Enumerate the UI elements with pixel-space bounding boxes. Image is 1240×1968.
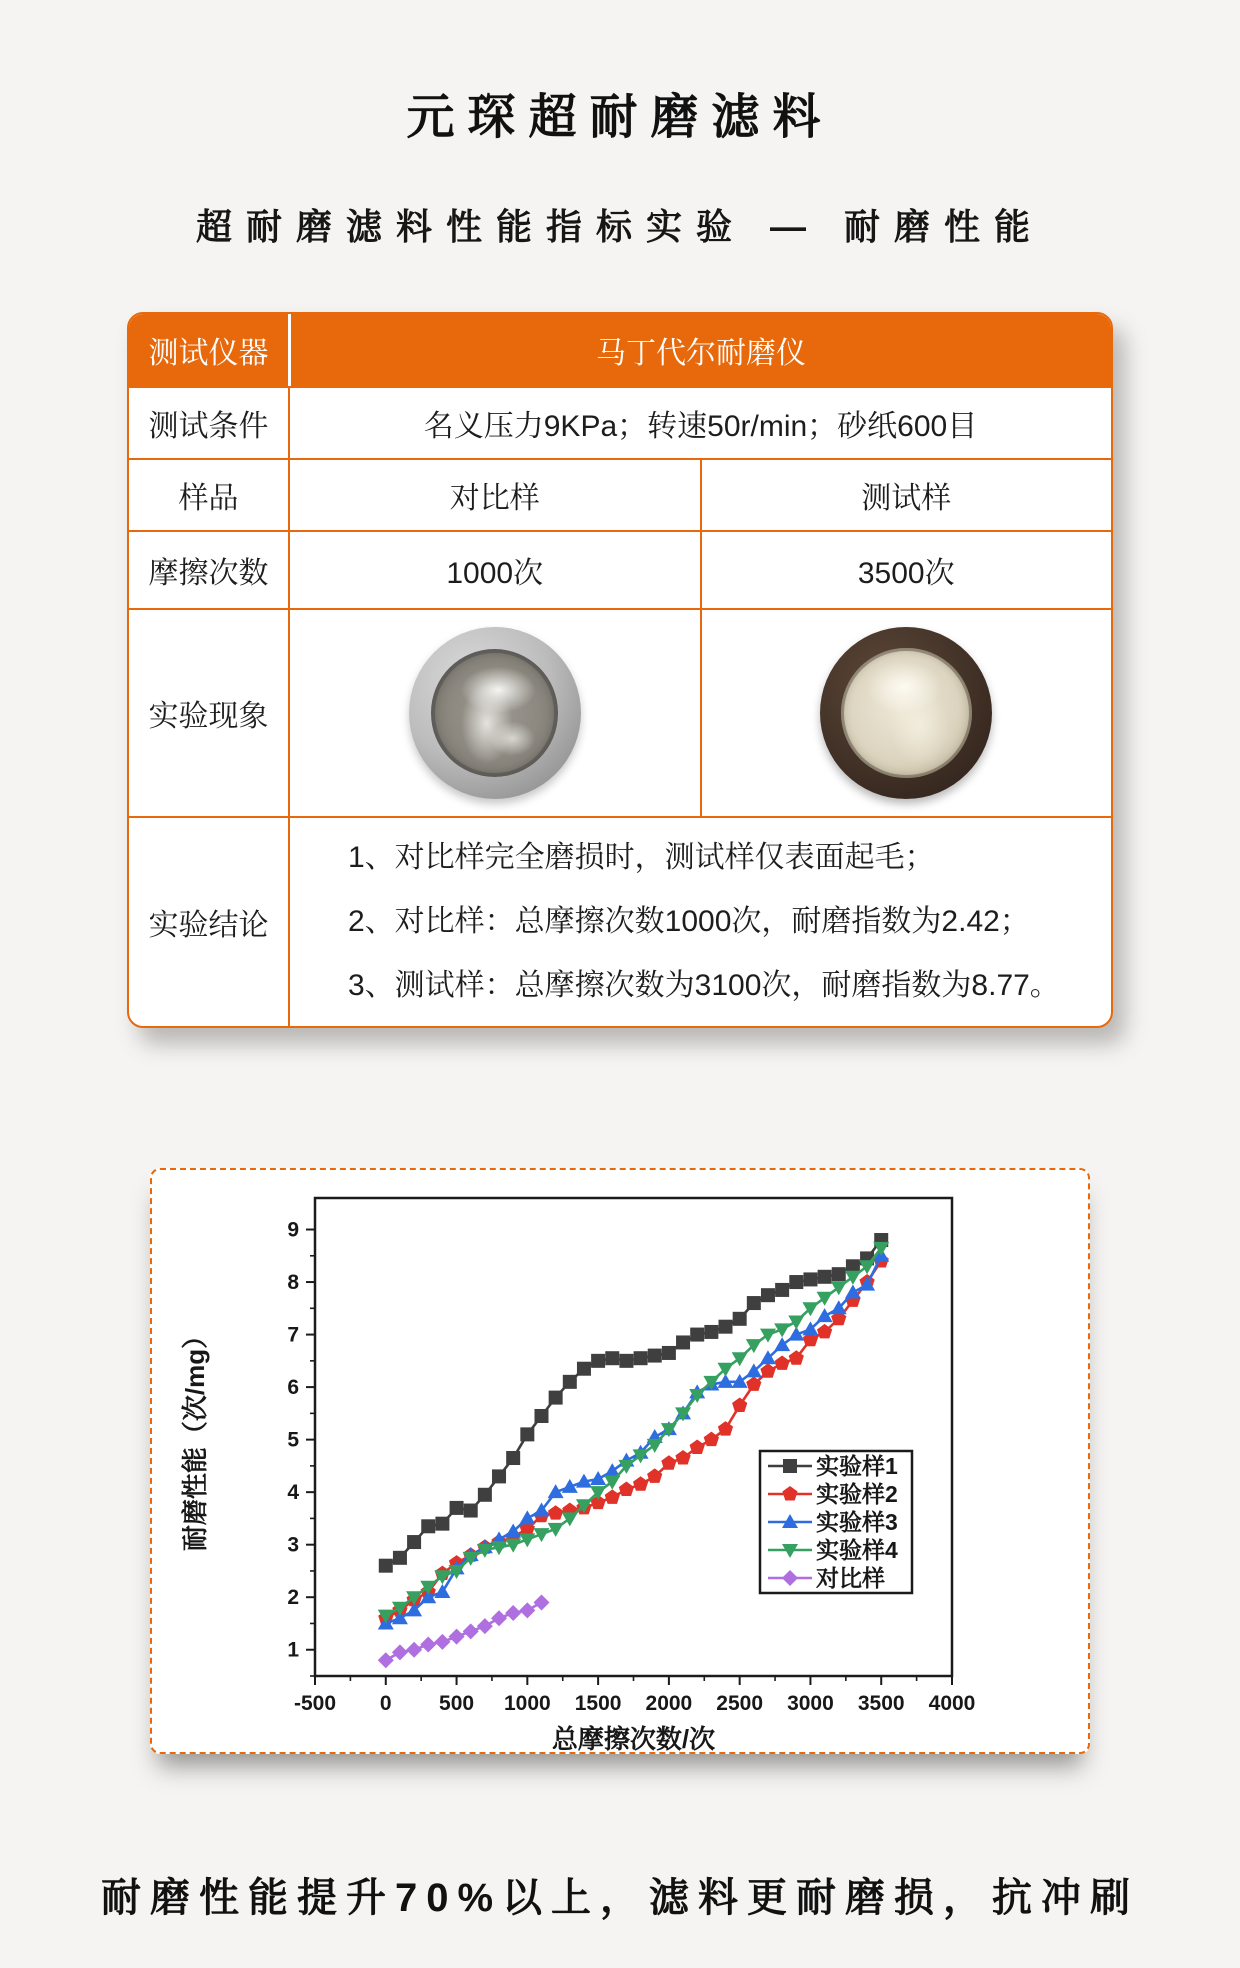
svg-text:1500: 1500 (574, 1692, 622, 1715)
table-row-samples (129, 458, 1111, 530)
svg-text:2000: 2000 (645, 1692, 693, 1715)
svg-text:5: 5 (287, 1428, 299, 1452)
svg-text:2500: 2500 (716, 1692, 764, 1715)
svg-text:耐磨性能（次/mg）: 耐磨性能（次/mg） (180, 1322, 210, 1552)
table-row-conclusion (129, 816, 1111, 1026)
svg-text:1: 1 (287, 1638, 299, 1662)
value-test-conditions: 名义压力9KPa；转速50r/min；砂纸600目 (288, 386, 1111, 458)
value-sample-test: 测试样 (700, 458, 1112, 530)
svg-text:2: 2 (287, 1586, 299, 1610)
photo-test-sample-disc (820, 627, 992, 799)
label-experiment-conclusion: 实验结论 (129, 816, 288, 1026)
svg-text:1000: 1000 (503, 1692, 551, 1715)
table-row-instrument (129, 314, 1111, 386)
intact-fuzzy-surface (841, 648, 972, 779)
svg-text:3: 3 (287, 1533, 299, 1557)
value-friction-count-comparison: 1000次 (288, 530, 700, 608)
phenomenon-cell-test (700, 608, 1112, 816)
svg-text:0: 0 (379, 1692, 392, 1715)
wear-performance-chart-card (150, 1168, 1090, 1754)
label-friction-count: 摩擦次数 (129, 530, 288, 608)
svg-text:9: 9 (287, 1218, 299, 1242)
svg-text:对比样: 对比样 (816, 1565, 885, 1591)
page-subtitle: 超耐磨滤料性能指标实验 — 耐磨性能 (195, 206, 1044, 247)
page-title: 元琛超耐磨滤料 (406, 91, 834, 144)
svg-text:4: 4 (287, 1481, 299, 1505)
svg-text:-500: -500 (293, 1692, 337, 1715)
label-sample: 样品 (129, 458, 288, 530)
table-row-phenomenon (129, 608, 1111, 816)
phenomenon-cell-comparison (288, 608, 700, 816)
table-row-friction-count (129, 530, 1111, 608)
svg-text:实验样1: 实验样1 (816, 1453, 898, 1479)
svg-text:7: 7 (287, 1323, 299, 1347)
conclusion-line-2: 2、对比样：总摩擦次数1000次，耐磨指数为2.42； (348, 905, 1030, 938)
value-test-instrument: 马丁代尔耐磨仪 (288, 314, 1111, 386)
wear-performance-line-chart (152, 1170, 1088, 1752)
table-row-conditions (129, 386, 1111, 458)
svg-text:实验样3: 实验样3 (816, 1509, 898, 1535)
svg-text:实验样2: 实验样2 (816, 1481, 898, 1507)
label-test-instrument: 测试仪器 (129, 314, 288, 386)
svg-text:实验样4: 实验样4 (816, 1537, 898, 1563)
svg-text:8: 8 (287, 1271, 299, 1295)
svg-text:6: 6 (287, 1376, 299, 1400)
svg-text:3000: 3000 (787, 1692, 834, 1715)
conclusion-list (288, 816, 1111, 1026)
label-test-conditions: 测试条件 (129, 386, 288, 458)
svg-text:500: 500 (439, 1692, 475, 1715)
value-sample-comparison: 对比样 (288, 458, 700, 530)
photo-comparison-sample-worn-disc (409, 627, 581, 799)
spec-table (127, 312, 1113, 1028)
conclusion-line-3: 3、测试样：总摩擦次数为3100次，耐磨指数为8.77。 (348, 969, 1060, 1002)
value-friction-count-test: 3500次 (700, 530, 1112, 608)
svg-text:总摩擦次数/次: 总摩擦次数/次 (551, 1724, 716, 1752)
conclusion-line-1: 1、对比样完全磨损时，测试样仅表面起毛； (348, 841, 935, 874)
svg-text:3500: 3500 (857, 1692, 905, 1715)
worn-abraded-surface (431, 649, 558, 776)
label-experiment-phenomenon: 实验现象 (129, 608, 288, 816)
svg-text:4000: 4000 (928, 1692, 976, 1715)
footer-tagline: 耐磨性能提升70%以上，滤料更耐磨损，抗冲刷 (100, 1876, 1140, 1920)
